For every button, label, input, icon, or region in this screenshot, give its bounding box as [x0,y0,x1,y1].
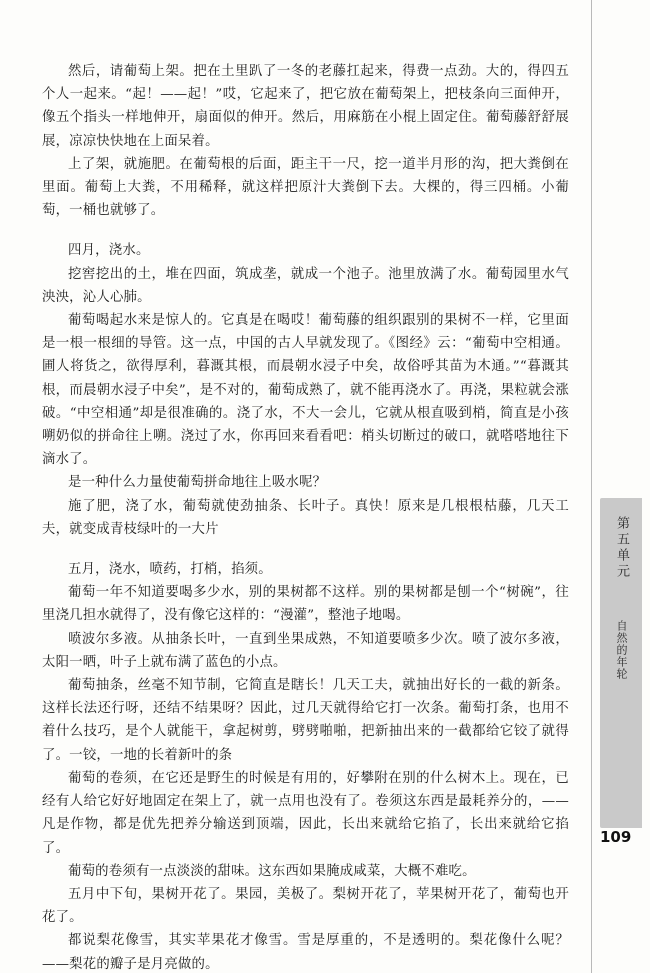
paragraph-spacer [42,541,569,558]
page-number: 109 [600,828,632,846]
paragraph: 葡萄喝起水来是惊人的。它真是在喝哎！葡萄藤的组织跟别的果树不一样，它里面是一根一根细的导管。这一点，中国的古人早就发现了。《图经》云：“葡萄中空相通。圃人将货之，欲得厚利，暮溉其根，而晨朝水浸子中矣，故俗呼其苗为木通。”“暮溉其根，而晨朝水浸子中矣”，是不对的，葡萄成熟了，就不能再浇水了。再浇，果粒就会涨破。“中空相通”却是很准确的。浇了水，不大一会儿，它就从根直吸到梢，简直是小孩嗍奶似的拼命往上嗍。浇过了水，你再回来看看吧：梢头切断过的破口，就嗒嗒地往下滴水了。 [42,313,569,468]
unit-side-tab [600,498,642,828]
paragraph: 葡萄一年不知道要喝多少水，别的果树都不这样。别的果树都是刨一个“树碗”，往里浇几担水就得了，没有像它这样的：“漫灌”，整池子地喝。 [42,585,569,624]
paragraph: 四月，浇水。 [68,243,150,259]
unit-subtitle: 自然的年轮 [615,620,628,680]
paragraph: 上了架，就施肥。在葡萄根的后面，距主干一尺，挖一道半月形的沟，把大粪倒在里面。葡萄上大粪，不用稀释，就这样把原汁大粪倒下去。大棵的，得三四桶。小葡萄，一桶也就够了。 [42,156,569,219]
paragraph: 葡萄的卷须有一点淡淡的甜味。这东西如果腌成咸菜，大概不难吃。 [68,863,476,879]
paragraph: 葡萄的卷须，在它还是野生的时候是有用的，好攀附在别的什么树木上。现在，已经有人给它好好地固定在架上了，就一点用也没有了。卷须这东西是最耗养分的，——凡是作物，都是优先把养分输送到顶端，因此，长出来就给它掐了，长出来就给它掐了。 [42,770,569,856]
paragraph-spacer [42,222,569,239]
paragraph: 都说梨花像雪，其实苹果花才像雪。雪是厚重的，不是透明的。梨花像什么呢？——梨花的瓣子是月亮做的。 [42,933,569,972]
body-text [42,60,569,976]
paragraph: 喷波尔多液。从抽条长叶，一直到坐果成熟，不知道要喷多少次。喷了波尔多液，太阳一晒，叶子上就布满了蓝色的小点。 [42,631,569,670]
paragraph: 挖窖挖出的土，堆在四面，筑成垄，就成一个池子。池里放满了水。葡萄园里水气泱泱，沁人心肺。 [42,266,569,305]
paragraph: 五月中下旬，果树开花了。果园，美极了。梨树开花了，苹果树开花了，葡萄也开花了。 [42,886,569,926]
paragraph: 然后，请葡萄上架。把在土里趴了一冬的老藤扛起来，得费一点劲。大的，得四五个人一起来。“起！——起！”哎，它起来了，把它放在葡萄架上，把枝条向三面伸开，像五个指头一样地伸开，扇面似的伸开。然后，用麻筋在小棍上固定住。葡萄藤舒舒展展，凉凉快快地在上面呆着。 [42,64,569,149]
unit-title: 第五单元 [614,516,629,580]
paragraph: 五月，浇水，喷药，打梢，掐须。 [68,562,272,578]
paragraph: 施了肥，浇了水，葡萄就使劲抽条、长叶子。真快！原来是几根根枯藤，几天工夫，就变成青枝绿叶的一大片 [42,498,569,537]
paragraph: 葡萄抽条，丝毫不知节制，它简直是瞎长！几天工夫，就抽出好长的一截的新条。这样长法还行呀，还结不结果呀？因此，过几天就得给它打一次条。葡萄打条，也用不着什么技巧，是个人就能干，拿起树剪，劈劈啪啪，把新抽出来的一截都给它铰了就得了。一铰，一地的长着新叶的条 [42,678,569,763]
paragraph: 是一种什么力量使葡萄拼命地往上吸水呢？ [68,475,327,491]
margin-rule [591,0,592,973]
